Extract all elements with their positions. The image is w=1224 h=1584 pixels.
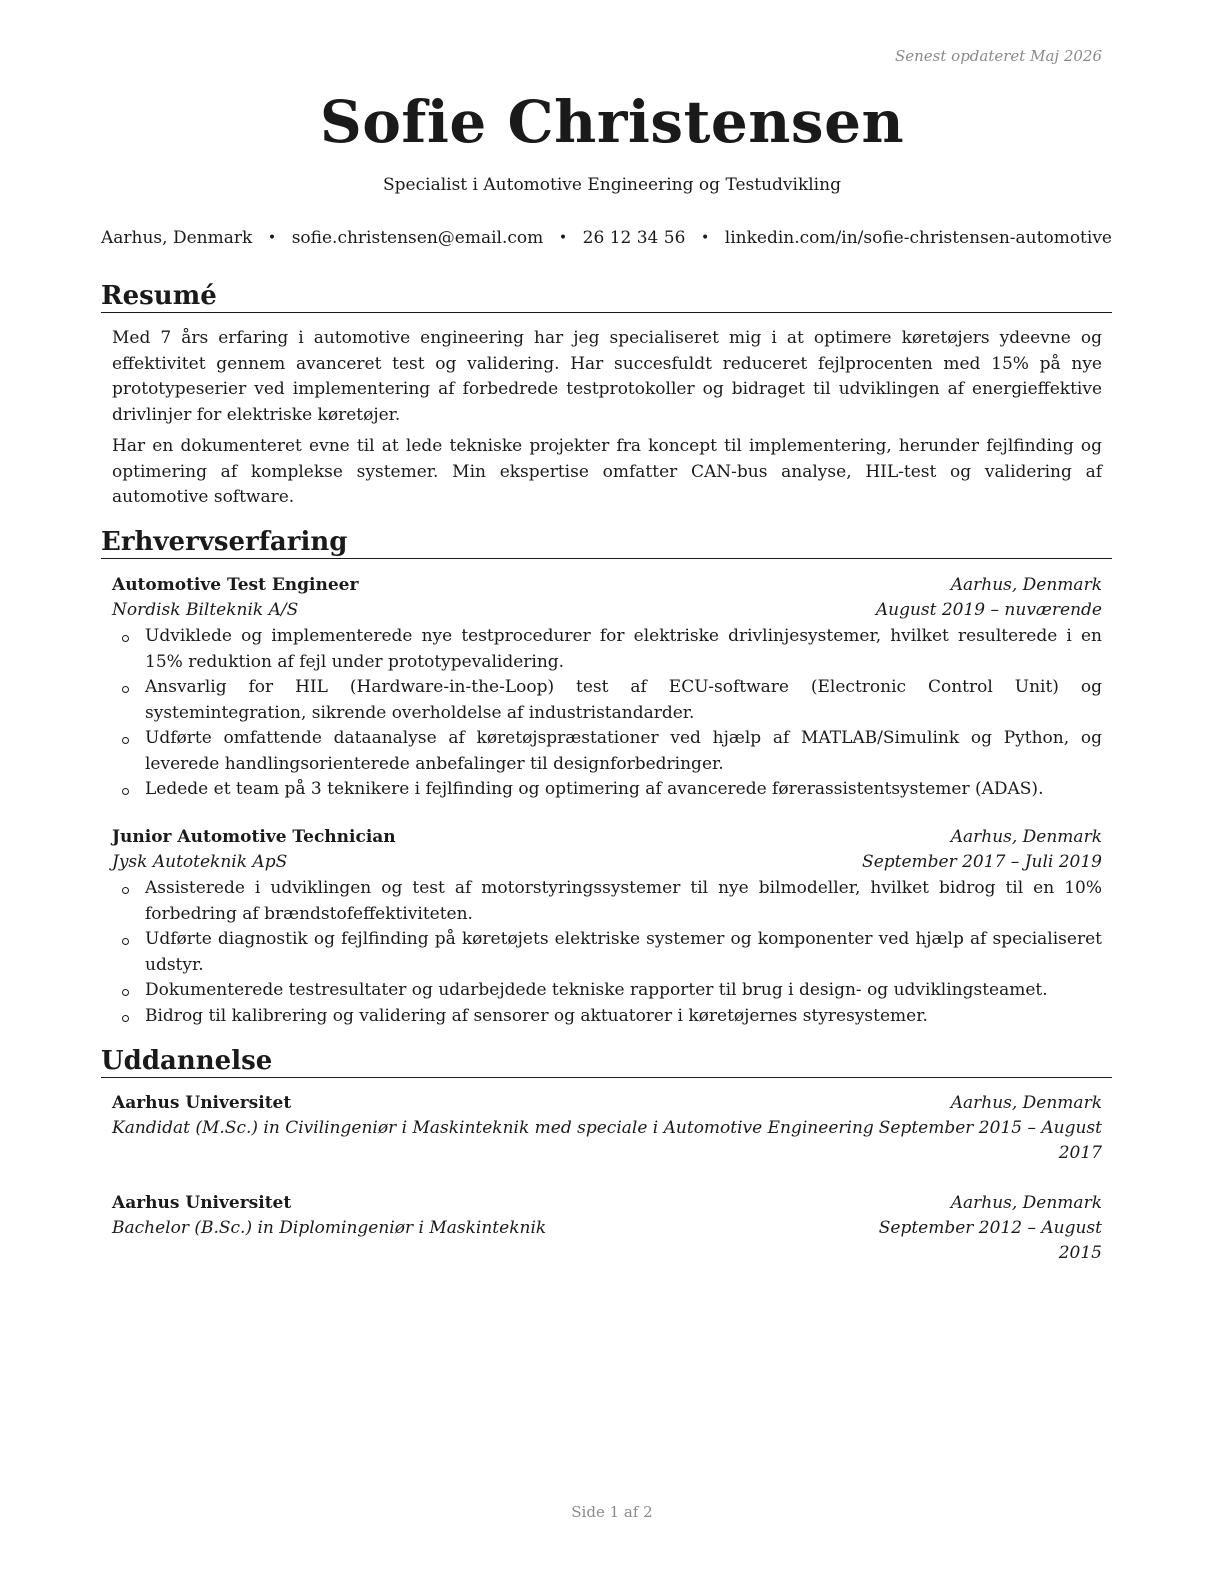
job-location: Aarhus, Denmark xyxy=(950,575,1102,595)
edu-degree: Kandidat (M.Sc.) in Civilingeniør i Maskinteknik med speciale i Automotive Engineering xyxy=(112,1118,874,1138)
contact-separator: • xyxy=(267,230,277,246)
job-subheader xyxy=(112,598,1102,623)
edu-subheader xyxy=(112,1216,1102,1266)
candidate-name: Sofie Christensen xyxy=(319,88,905,156)
bullet-circle-icon xyxy=(122,989,129,996)
edu-school: Aarhus Universitet xyxy=(112,1093,292,1113)
bullet-circle-icon xyxy=(122,788,129,795)
list-item: Udførte omfattende dataanalyse af køretøjspræstationer ved hjælp af MATLAB/Simulink og Python, og leverede handlingsorienterede anbefalinger til designforbedringer. xyxy=(112,726,1102,777)
list-item: Bidrog til kalibrering og validering af sensorer og aktuatorer i køretøjernes styresystemer. xyxy=(112,1004,1102,1030)
contact-phone: 26 12 34 56 xyxy=(582,228,686,248)
job-dates: August 2019 – nuværende xyxy=(875,600,1102,620)
job-title: Junior Automotive Technician xyxy=(112,827,396,847)
contact-location: Aarhus, Denmark xyxy=(101,228,253,248)
job-dates: September 2017 – Juli 2019 xyxy=(862,852,1102,872)
bullet-circle-icon xyxy=(122,635,129,642)
edu-header xyxy=(112,1091,1102,1116)
section-title-summary: Resumé xyxy=(101,280,1112,313)
contact-line xyxy=(101,228,1112,248)
contact-email[interactable]: sofie.christensen@email.com xyxy=(291,228,544,248)
page-number: Side 1 af 2 xyxy=(571,1503,653,1521)
edu-school: Aarhus Universitet xyxy=(112,1193,292,1213)
list-item: Dokumenterede testresultater og udarbejdede tekniske rapporter til brug i design- og udviklingsteamet. xyxy=(112,978,1102,1004)
bullet-circle-icon xyxy=(122,1015,129,1022)
job-header xyxy=(112,825,1102,850)
bullet-circle-icon xyxy=(122,938,129,945)
edu-location: Aarhus, Denmark xyxy=(950,1093,1102,1113)
edu-dates: September 2015 – August 2017 xyxy=(878,1118,1102,1163)
job-company: Jysk Autoteknik ApS xyxy=(112,852,288,872)
edu-location: Aarhus, Denmark xyxy=(950,1193,1102,1213)
job-location: Aarhus, Denmark xyxy=(950,827,1102,847)
job-company: Nordisk Bilteknik A/S xyxy=(112,600,299,620)
job-bullets xyxy=(112,624,1102,803)
summary-paragraph: Har en dokumenteret evne til at lede tekniske projekter fra koncept til implementering, herunder fejlfinding og optimering af komplekse systemer. Min ekspertise omfatter CAN-bus analyse, HIL-test og validering af automotive software. xyxy=(112,436,1102,507)
edu-header xyxy=(112,1191,1102,1216)
edu-degree: Bachelor (B.Sc.) in Diplomingeniør i Maskinteknik xyxy=(112,1218,547,1238)
bullet-circle-icon xyxy=(122,737,129,744)
edu-dates: September 2012 – August 2015 xyxy=(878,1218,1102,1263)
contact-separator: • xyxy=(558,230,568,246)
contact-linkedin[interactable]: linkedin.com/in/sofie-christensen-automotive xyxy=(724,228,1112,248)
list-item: Ledede et team på 3 teknikere i fejlfinding og optimering af avancerede førerassistentsystemer (ADAS). xyxy=(112,777,1102,803)
contact-separator: • xyxy=(700,230,710,246)
candidate-subtitle: Specialist i Automotive Engineering og Testudvikling xyxy=(383,175,841,195)
edu-subheader xyxy=(112,1116,1102,1166)
section-title-education: Uddannelse xyxy=(101,1045,1112,1078)
list-item: Ansvarlig for HIL (Hardware-in-the-Loop) test af ECU-software (Electronic Control Unit) og systemintegration, sikrende overholdelse af industristandarder. xyxy=(112,675,1102,726)
section-title-experience: Erhvervserfaring xyxy=(101,526,1112,559)
last-updated: Senest opdateret Maj 2026 xyxy=(894,47,1102,65)
bullet-circle-icon xyxy=(122,887,129,894)
list-item: Udviklede og implementerede nye testprocedurer for elektriske drivlinjesystemer, hvilket resulterede i en 15% reduktion af fejl under prototypevalidering. xyxy=(112,624,1102,675)
job-header xyxy=(112,573,1102,598)
job-title: Automotive Test Engineer xyxy=(112,575,359,595)
list-item: Udførte diagnostik og fejlfinding på køretøjets elektriske systemer og komponenter ved hjælp af specialiseret udstyr. xyxy=(112,927,1102,978)
job-subheader xyxy=(112,850,1102,875)
bullet-circle-icon xyxy=(122,686,129,693)
job-bullets xyxy=(112,876,1102,1029)
summary-paragraph: Med 7 års erfaring i automotive engineering har jeg specialiseret mig i at optimere køretøjers ydeevne og effektivitet gennem avanceret test og validering. Har succesfuldt reduceret fejlprocenten med 15% på nye prototypeserier ved implementering af forbedrede testprotokoller og bidraget til udviklingen af energieffektive drivlinjer for elektriske køretøjer. xyxy=(112,328,1102,425)
list-item: Assisterede i udviklingen og test af motorstyringssystemer til nye bilmodeller, hvilket bidrog til en 10% forbedring af brændstofeffektiviteten. xyxy=(112,876,1102,927)
